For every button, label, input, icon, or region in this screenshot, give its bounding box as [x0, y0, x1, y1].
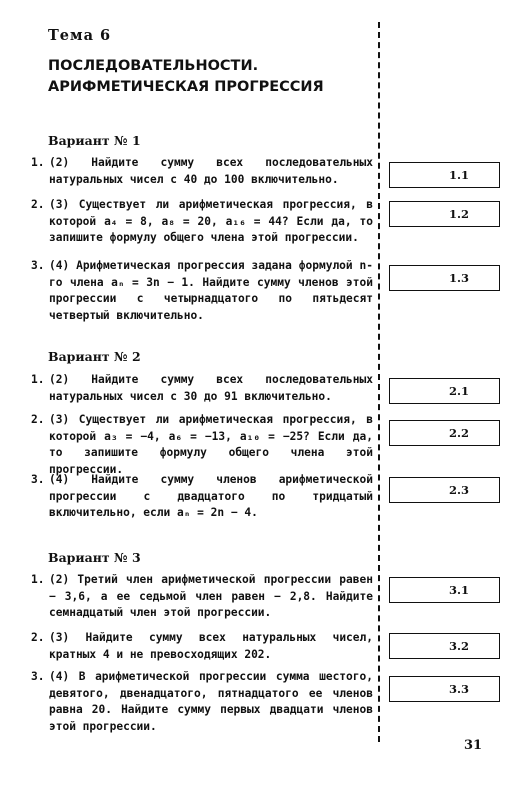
- answer-box-label: 3.3: [448, 682, 469, 696]
- task-text: (4) Арифметическая прогрессия задана формулой n-го члена aₙ = 3n − 1. Найдите сумму членов этой прогрессии с четырнадцатого по пятьдесят четвертый включительно.: [49, 259, 373, 322]
- answer-box-label: 2.1: [448, 384, 469, 398]
- task-number: 2.: [31, 413, 45, 426]
- variant-1-task-2: [31, 197, 373, 247]
- topic-label: Тема 6: [48, 27, 112, 44]
- task-number: 3.: [31, 670, 45, 683]
- variant-3-title: Вариант № 3: [48, 550, 141, 565]
- cut-line-divider: [378, 22, 380, 742]
- variant-1-task-3: [31, 258, 373, 324]
- answer-box-2-3[interactable]: [389, 477, 500, 503]
- variant-2-task-3: [31, 472, 373, 522]
- task-text: (2) Найдите сумму всех последовательных натуральных чисел с 40 до 100 включительно.: [49, 156, 373, 186]
- title-line-2: АРИФМЕТИЧЕСКАЯ ПРОГРЕССИЯ: [48, 79, 324, 95]
- task-text: (4) В арифметической прогрессии сумма шестого, девятого, двенадцатого, пятнадцатого ее членов равна 20. Найдите сумму первых двадцати членов этой прогрессии.: [49, 670, 373, 733]
- answer-box-3-2[interactable]: [389, 633, 500, 659]
- answer-box-label: 2.3: [448, 483, 469, 497]
- task-number: 1.: [31, 156, 45, 169]
- page-number: 31: [464, 738, 483, 753]
- answer-box-3-1[interactable]: [389, 577, 500, 603]
- task-number: 2.: [31, 631, 45, 644]
- answer-box-label: 3.2: [448, 639, 469, 653]
- task-text: (3) Существует ли арифметическая прогрессия, в которой a₄ = 8, a₈ = 20, a₁₆ = 44? Если да, то запишите формулу общего члена этой прогрессии.: [49, 198, 373, 244]
- task-number: 2.: [31, 198, 45, 211]
- page-title: [48, 56, 358, 98]
- answer-box-1-3[interactable]: [389, 265, 500, 291]
- task-text: (3) Найдите сумму всех натуральных чисел, кратных 4 и не превосходящих 202.: [49, 631, 373, 661]
- variant-3-task-2: [31, 630, 373, 663]
- answer-box-2-2[interactable]: [389, 420, 500, 446]
- answer-box-label: 1.1: [448, 168, 469, 182]
- task-number: 1.: [31, 373, 45, 386]
- task-number: 3.: [31, 259, 45, 272]
- variant-2-title: Вариант № 2: [48, 349, 141, 364]
- answer-box-label: 1.3: [448, 271, 469, 285]
- answer-box-label: 3.1: [448, 583, 469, 597]
- variant-2-task-1: [31, 372, 373, 405]
- task-text: (4) Найдите сумму членов арифметической прогрессии с двадцатого по тридцатый включительно, если aₙ = 2n − 4.: [49, 473, 373, 519]
- answer-box-label: 1.2: [448, 207, 469, 221]
- answer-box-1-1[interactable]: [389, 162, 500, 188]
- answer-box-2-1[interactable]: [389, 378, 500, 404]
- variant-1-task-1: [31, 155, 373, 188]
- variant-2-task-2: [31, 412, 373, 478]
- variant-3-task-3: [31, 669, 373, 735]
- task-number: 3.: [31, 473, 45, 486]
- task-text: (2) Третий член арифметической прогрессии равен − 3,6, а ее седьмой член равен − 2,8. Найдите семнадцатый член этой прогрессии.: [49, 573, 373, 619]
- answer-box-label: 2.2: [448, 426, 469, 440]
- task-number: 1.: [31, 573, 45, 586]
- variant-1-title: Вариант № 1: [48, 133, 141, 148]
- answer-box-3-3[interactable]: [389, 676, 500, 702]
- task-text: (3) Существует ли арифметическая прогрессия, в которой a₃ = −4, a₆ = −13, a₁₀ = −25? Если да, то запишите формулу общего члена этой прогрессии.: [49, 413, 373, 476]
- variant-3-task-1: [31, 572, 373, 622]
- answer-box-1-2[interactable]: [389, 201, 500, 227]
- task-text: (2) Найдите сумму всех последовательных натуральных чисел с 30 до 91 включительно.: [49, 373, 373, 403]
- title-line-1: ПОСЛЕДОВАТЕЛЬНОСТИ.: [48, 58, 259, 74]
